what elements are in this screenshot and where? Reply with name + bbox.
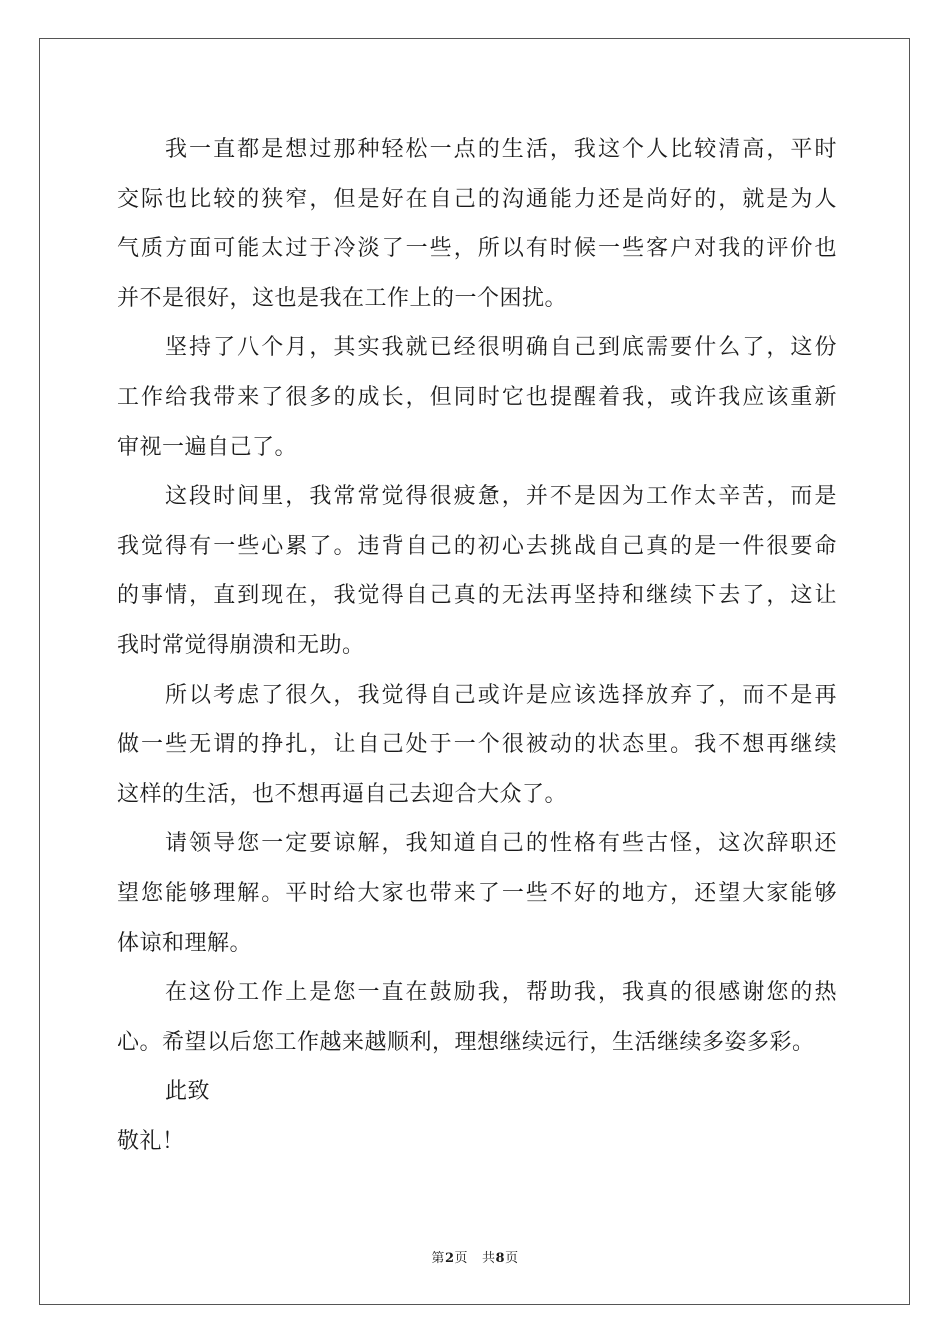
paragraph-4-line-3: 这样的生活，也不想再逼自己去迎合大众了。 — [117, 781, 568, 807]
total-suffix: 页 — [505, 1251, 519, 1266]
paragraph-1-line-4: 并不是很好，这也是我在工作上的一个困扰。 — [117, 285, 568, 311]
paragraph-4-line-1: 所以考虑了很久，我觉得自己或许是应该选择放弃了，而不是再 — [165, 682, 837, 708]
paragraph-3-line-4: 我时常觉得崩溃和无助。 — [117, 632, 365, 658]
paragraph-2-line-2: 工作给我带来了很多的成长，但同时它也提醒着我，或许我应该重新 — [117, 384, 837, 410]
page-prefix: 第 — [431, 1251, 445, 1266]
paragraph-3-line-1: 这段时间里，我常常觉得很疲惫，并不是因为工作太辛苦，而是 — [165, 484, 837, 510]
closing-salutation: 此致 — [165, 1079, 211, 1105]
page-suffix: 页 — [454, 1251, 468, 1266]
paragraph-5-line-2: 望您能够理解。平时给大家也带来了一些不好的地方，还望大家能够 — [117, 880, 837, 906]
closing-regards: 敬礼！ — [117, 1128, 185, 1154]
paragraph-6-line-1: 在这份工作上是您一直在鼓励我，帮助我，我真的很感谢您的热 — [165, 980, 837, 1006]
paragraph-5-line-3: 体谅和理解。 — [117, 930, 253, 956]
paragraph-1-line-1: 我一直都是想过那种轻松一点的生活，我这个人比较清高，平时 — [165, 137, 837, 162]
page-number: 2 — [444, 1251, 455, 1266]
total-prefix: 共 — [482, 1251, 496, 1266]
total-pages: 8 — [495, 1251, 506, 1266]
paragraph-4-line-2: 做一些无谓的挣扎，让自己处于一个很被动的状态里。我不想再继续 — [117, 732, 837, 758]
paragraph-6-line-2: 心。希望以后您工作越来越顺利，理想继续远行，生活继续多姿多彩。 — [117, 1029, 815, 1055]
paragraph-3-line-2: 我觉得有一些心累了。违背自己的初心去挑战自己真的是一件很要命 — [117, 533, 837, 559]
paragraph-2-line-1: 坚持了八个月，其实我就已经很明确自己到底需要什么了，这份 — [165, 335, 837, 361]
page-footer — [0, 1247, 950, 1266]
document-body — [117, 125, 837, 1166]
paragraph-1-line-3: 气质方面可能太过于冷淡了一些，所以有时候一些客户对我的评价也 — [117, 236, 837, 262]
paragraph-5-line-1: 请领导您一定要谅解，我知道自己的性格有些古怪，这次辞职还 — [165, 831, 837, 857]
paragraph-2-line-3: 审视一遍自己了。 — [117, 434, 298, 460]
paragraph-1-line-2: 交际也比较的狭窄，但是好在自己的沟通能力还是尚好的，就是为人 — [117, 186, 837, 212]
paragraph-3-line-3: 的事情，直到现在，我觉得自己真的无法再坚持和继续下去了，这让 — [117, 583, 837, 609]
